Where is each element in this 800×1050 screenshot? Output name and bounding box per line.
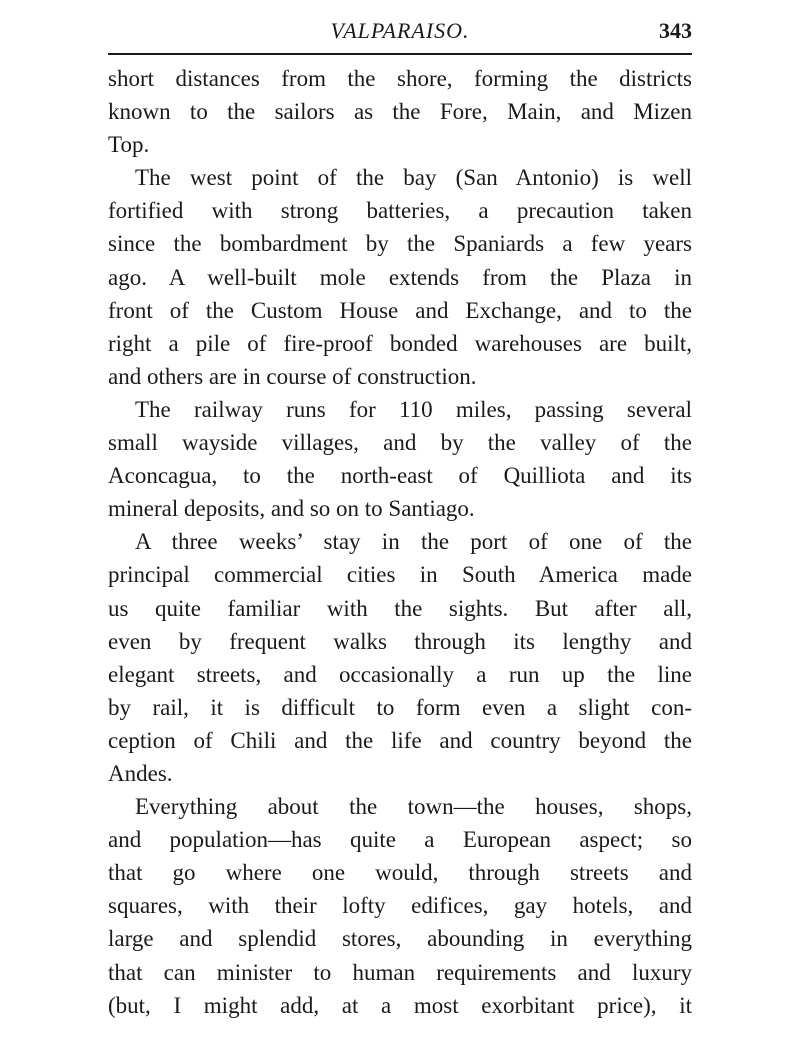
text-line: by rail, it is difficult to form even a slight con- bbox=[108, 694, 692, 720]
text-line: known to the sailors as the Fore, Main, and Mizen bbox=[108, 99, 692, 125]
text-line: Top. bbox=[108, 132, 150, 158]
text-line: Andes. bbox=[108, 760, 173, 786]
text-line: Aconcagua, to the north-east of Quilliota and its bbox=[108, 463, 692, 489]
text-line: us quite familiar with the sights. But after all, bbox=[108, 595, 692, 621]
running-head bbox=[108, 16, 692, 50]
text-line: even by frequent walks through its lengthy and bbox=[108, 628, 692, 654]
text-line: that can minister to human requirements and luxury bbox=[108, 959, 692, 985]
page-number: 343 bbox=[659, 18, 692, 43]
text-line: ception of Chili and the life and country beyond the bbox=[108, 727, 692, 753]
text-line: A three weeks’ stay in the port of one of the bbox=[135, 529, 692, 555]
text-line: Everything about the town—the houses, shops, bbox=[135, 794, 692, 820]
text-line: large and splendid stores, abounding in everything bbox=[108, 926, 692, 952]
text-line: The railway runs for 110 miles, passing several bbox=[135, 396, 692, 422]
paragraph-5 bbox=[108, 790, 692, 1022]
text-line: short distances from the shore, forming the districts bbox=[108, 66, 692, 91]
text-line: and others are in course of construction. bbox=[108, 363, 477, 389]
paragraph-2 bbox=[108, 161, 692, 393]
text-line: The west point of the bay (San Antonio) is well bbox=[135, 165, 692, 191]
text-line: squares, with their lofty edifices, gay hotels, and bbox=[108, 893, 692, 919]
paragraph-1 bbox=[108, 62, 692, 161]
paragraph-4 bbox=[108, 525, 692, 790]
body-text bbox=[108, 62, 692, 1022]
text-line: ago. A well-built mole extends from the Plaza in bbox=[108, 264, 692, 290]
text-line: since the bombardment by the Spaniards a few years bbox=[108, 231, 692, 257]
running-title: VALPARAISO. bbox=[330, 18, 470, 43]
text-line: mineral deposits, and so on to Santiago. bbox=[108, 496, 475, 522]
text-line: (but, I might add, at a most exorbitant price), it bbox=[108, 992, 692, 1018]
text-line: right a pile of fire-proof bonded warehouses are built, bbox=[108, 330, 692, 356]
text-line: principal commercial cities in South America made bbox=[108, 562, 692, 588]
text-line: elegant streets, and occasionally a run up the line bbox=[108, 661, 692, 687]
text-line: front of the Custom House and Exchange, and to the bbox=[108, 297, 692, 323]
text-line: that go where one would, through streets and bbox=[108, 860, 692, 886]
text-line: small wayside villages, and by the valley of the bbox=[108, 430, 692, 456]
header-rule bbox=[108, 53, 692, 55]
text-line: fortified with strong batteries, a precaution taken bbox=[108, 198, 692, 224]
text-line: and population—has quite a European aspect; so bbox=[108, 827, 692, 853]
paragraph-3 bbox=[108, 393, 692, 525]
